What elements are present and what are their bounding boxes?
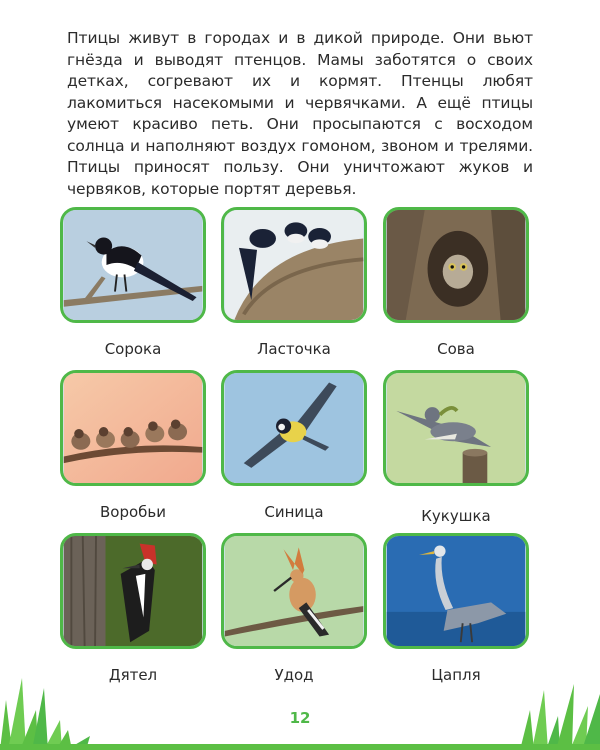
- page-number: 12: [289, 709, 311, 727]
- caption-tit: Синица: [264, 503, 324, 521]
- caption-magpie: Сорока: [104, 340, 162, 358]
- caption-swallow: Ласточка: [257, 340, 331, 358]
- woodpecker-photo: [60, 533, 206, 649]
- intro-paragraph: Птицы живут в городах и в дикой природе. Они вьют гнёзда и выводят птенцов. Мамы заботятся о своих детках, согревают их и кормят. Птенцы любят лакомиться насекомыми и червячками. А ещё птицы умеют красиво петь. Они просыпаются с восходом солнца и наполняют воздух гомоном, звоном и трелями. Птицы приносят пользу. Они уничтожают жуков и червяков, которые портят деревья.: [67, 29, 533, 198]
- grass-left-icon: [0, 670, 110, 750]
- caption-sparrows: Воробьи: [99, 503, 166, 521]
- caption-woodpecker: Дятел: [108, 666, 158, 684]
- magpie-photo: [60, 207, 206, 323]
- caption-heron: Цапля: [431, 666, 481, 684]
- cuckoo-photo: [383, 370, 529, 486]
- grass-baseline: [0, 744, 600, 750]
- caption-owl: Сова: [437, 340, 475, 358]
- caption-hoopoe: Удод: [274, 666, 314, 684]
- heron-photo: [383, 533, 529, 649]
- swallow-photo: [221, 207, 367, 323]
- sparrows-photo: [60, 370, 206, 486]
- grass-right-icon: [510, 670, 600, 750]
- caption-cuckoo: Кукушка: [421, 507, 491, 525]
- tit-photo: [221, 370, 367, 486]
- hoopoe-photo: [221, 533, 367, 649]
- owl-photo: [383, 207, 529, 323]
